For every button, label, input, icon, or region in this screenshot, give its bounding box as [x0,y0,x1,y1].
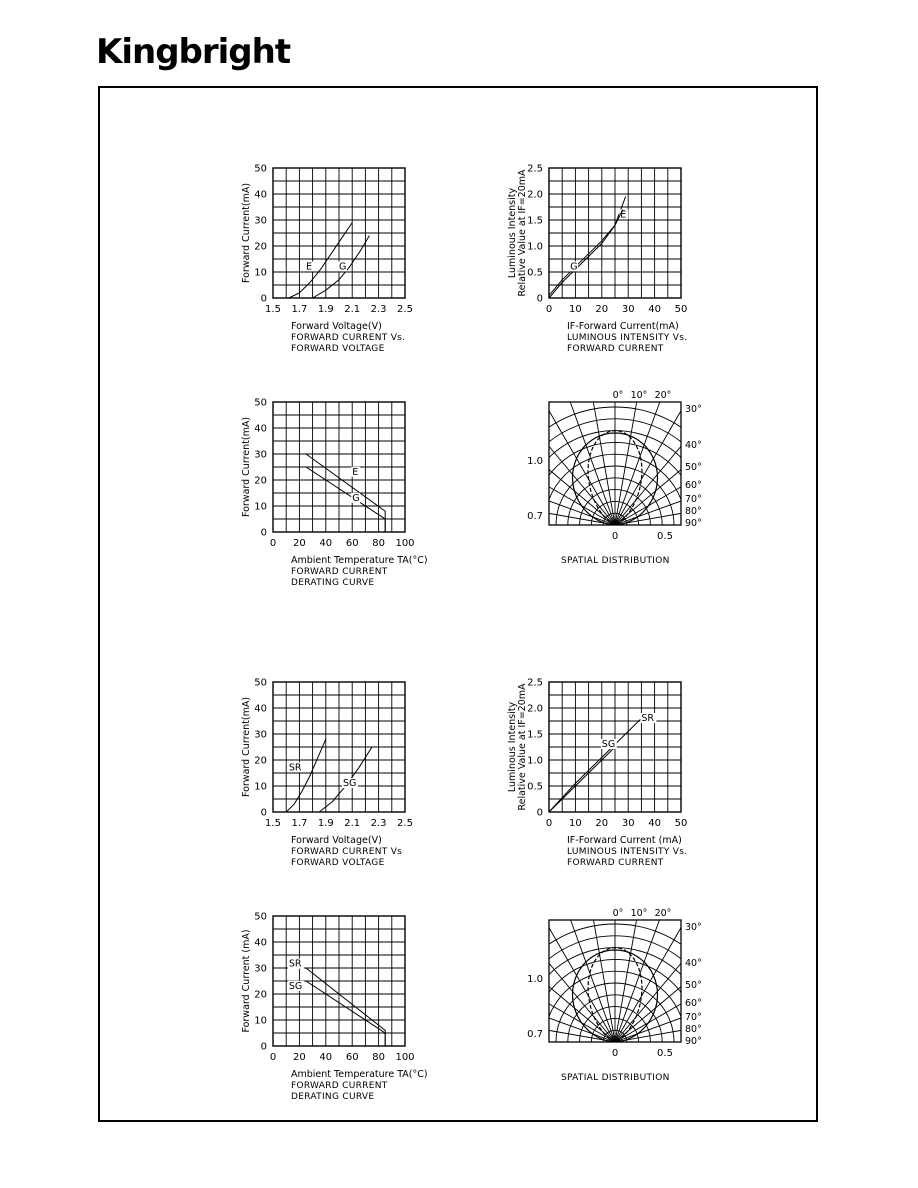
chart-caption: FORWARD CURRENT Vs [291,847,403,857]
y-tick-label: 10 [254,501,267,513]
y-tick-label: 20 [254,755,267,767]
angle-label: 30° [685,404,702,415]
series-line-sg [549,747,615,812]
series-label: SR [288,762,302,774]
x-tick-label: 1.5 [265,304,281,315]
y-tick-label: 10 [254,267,267,279]
polar-grid [426,853,804,1160]
y-tick-label: 40 [254,423,267,435]
y-tick-label: 1.5 [527,729,543,741]
x-axis-label: IF-Forward Current(mA) [567,321,679,332]
x-tick-label: 0 [611,531,619,542]
series-label: SG [342,778,357,789]
x-tick-label: 0 [269,538,277,549]
x-tick-label: 0 [611,1048,619,1059]
radial-label: 1.0 [527,456,543,467]
y-tick-label: 2.5 [527,677,543,689]
x-tick-label: 20 [293,1052,306,1063]
y-tick-label: 0 [260,807,267,819]
x-tick-label: 30 [621,818,635,829]
y-tick-label: 30 [254,729,267,741]
radial-label: 1.0 [527,974,543,985]
y-tick-label: 2.0 [527,189,543,201]
series-line-g [549,210,623,296]
x-axis-label: Ambient Temperature TA(°C) [291,555,428,566]
angle-label: 10° [630,390,648,401]
x-tick-label: 100 [395,1052,415,1063]
y-tick-label: 10 [254,781,267,793]
y-axis-label: Forward Current(mA) [241,696,252,798]
y-tick-label: 50 [254,397,267,409]
y-tick-label: 0.5 [527,781,543,793]
angle-label: 50° [685,462,702,473]
x-axis-label: Forward Voltage(V) [291,835,382,846]
x-tick-label: 1.9 [317,304,334,315]
series-label: E [620,209,627,221]
x-tick-label: 50 [674,818,688,829]
y-tick-label: 2.5 [527,163,543,175]
y-axis-label: Forward Current(mA) [241,182,252,284]
series-label: SR [288,958,302,970]
chart-caption: LUMINOUS INTENSITY Vs. [567,847,688,857]
y-axis-label: Relative Value at IF=20mA [517,683,528,811]
chart-caption: SPATIAL DISTRIBUTION [561,1073,670,1083]
x-tick-label: 1.7 [291,304,308,315]
radial-label: 0.7 [527,1029,543,1040]
x-tick-label: 2.1 [344,818,361,829]
angle-label: 70° [685,1012,702,1023]
x-tick-label: 60 [345,538,359,549]
angle-label: 50° [685,980,702,991]
chart-caption: FORWARD VOLTAGE [291,858,385,868]
x-tick-label: 50 [674,304,688,315]
angle-label: 80° [685,1024,702,1035]
x-tick-label: 60 [345,1052,359,1063]
y-axis-label: Luminous Intensity [507,187,518,279]
y-tick-label: 10 [254,1015,267,1027]
chart-caption: FORWARD VOLTAGE [291,344,385,354]
y-axis-label: Forward Current(mA) [241,416,252,518]
x-tick-label: 40 [648,818,661,829]
x-tick-label: 2.1 [344,304,361,315]
x-tick-label: 0.5 [657,531,673,542]
series-label: E [306,261,313,273]
series-line-sr [286,739,326,812]
x-tick-label: 0 [545,818,553,829]
series-label: SG [601,739,616,750]
y-tick-label: 0 [536,807,543,819]
x-tick-label: 80 [372,538,385,549]
series-line-e [289,223,352,298]
x-tick-label: 1.9 [317,818,334,829]
y-tick-label: 30 [254,963,267,975]
chart-caption: DERATING CURVE [291,578,375,588]
x-tick-label: 1.7 [291,818,308,829]
chart-6 [507,678,687,869]
series-label: G [352,492,360,504]
x-tick-label: 2.3 [370,818,387,829]
y-tick-label: 30 [254,449,267,461]
y-tick-label: 40 [254,703,267,715]
y-tick-label: 2.0 [527,703,543,715]
polar-grid [426,336,804,643]
y-tick-label: 20 [254,989,267,1001]
x-tick-label: 10 [569,818,582,829]
chart-caption: SPATIAL DISTRIBUTION [561,556,670,566]
x-tick-label: 80 [372,1052,385,1063]
x-tick-label: 100 [395,538,415,549]
x-tick-label: 20 [595,818,609,829]
polar-radial [451,948,615,1042]
chart-8 [426,853,804,1160]
chart-caption: FORWARD CURRENT [567,858,664,868]
angle-label: 20° [654,908,672,919]
y-tick-label: 50 [254,911,267,923]
chart-caption: FORWARD CURRENT Vs. [291,333,406,343]
kingbright-logo: Kingbright [96,32,291,72]
y-tick-label: 50 [254,163,267,175]
series-label: SR [641,713,655,724]
y-tick-label: 0.5 [527,267,543,279]
x-tick-label: 0 [269,1052,277,1063]
angle-label: 80° [685,506,702,517]
y-tick-label: 20 [254,475,267,487]
series-label: E [352,466,359,478]
x-axis-label: Forward Voltage(V) [291,321,382,332]
y-tick-label: 0 [260,527,267,539]
angle-label: 90° [685,518,702,529]
y-tick-label: 40 [254,937,267,949]
chart-caption: FORWARD CURRENT [567,344,664,354]
angle-label: 30° [685,922,702,933]
chart-7 [241,912,428,1103]
x-tick-label: 2.3 [370,304,387,315]
y-tick-label: 1.0 [527,241,543,253]
x-tick-label: 40 [648,304,661,315]
x-tick-label: 2.5 [397,818,413,829]
angle-label: 0° [612,908,624,919]
x-tick-label: 2.5 [397,304,413,315]
y-tick-label: 30 [254,215,267,227]
angle-label: 40° [685,440,702,451]
chart-4 [426,336,804,643]
x-tick-label: 20 [293,538,306,549]
chart-caption: FORWARD CURRENT [291,1081,388,1091]
chart-2 [507,164,687,355]
radial-label: 0.7 [527,511,543,522]
angle-label: 60° [685,480,702,491]
y-tick-label: 0 [260,293,267,305]
series-label: SG [288,980,303,992]
chart-caption: FORWARD CURRENT [291,567,388,577]
y-tick-label: 50 [254,677,267,689]
y-axis-label: Forward Current (mA) [241,929,252,1033]
chart-5 [241,678,413,869]
angle-label: 10° [630,908,648,919]
x-tick-label: 1.5 [265,818,281,829]
y-tick-label: 1.0 [527,755,543,767]
x-axis-label: IF-Forward Current (mA) [567,835,682,846]
x-tick-label: 30 [621,304,635,315]
angle-label: 90° [685,1036,702,1047]
y-tick-label: 0 [536,293,543,305]
x-tick-label: 0.5 [657,1048,673,1059]
x-tick-label: 40 [319,1052,333,1063]
y-tick-label: 0 [260,1041,267,1053]
angle-label: 40° [685,958,702,969]
series-label: G [339,261,347,273]
y-tick-label: 20 [254,241,267,253]
chart-caption: LUMINOUS INTENSITY Vs. [567,333,688,343]
series-line-e [549,197,626,298]
angle-label: 70° [685,494,702,505]
angle-label: 0° [612,390,624,401]
x-tick-label: 10 [569,304,582,315]
y-tick-label: 1.5 [527,215,543,227]
chart-1 [241,164,413,355]
series-label: G [570,261,578,273]
chart-3 [241,398,428,589]
y-axis-label: Luminous Intensity [507,701,518,793]
x-axis-label: Ambient Temperature TA(°C) [291,1069,428,1080]
y-axis-label: Relative Value at IF=20mA [517,169,528,297]
x-tick-label: 20 [595,304,609,315]
x-tick-label: 40 [319,538,333,549]
chart-caption: DERATING CURVE [291,1092,375,1102]
angle-label: 20° [654,390,672,401]
angle-label: 60° [685,998,702,1009]
y-tick-label: 40 [254,189,267,201]
x-tick-label: 0 [545,304,553,315]
